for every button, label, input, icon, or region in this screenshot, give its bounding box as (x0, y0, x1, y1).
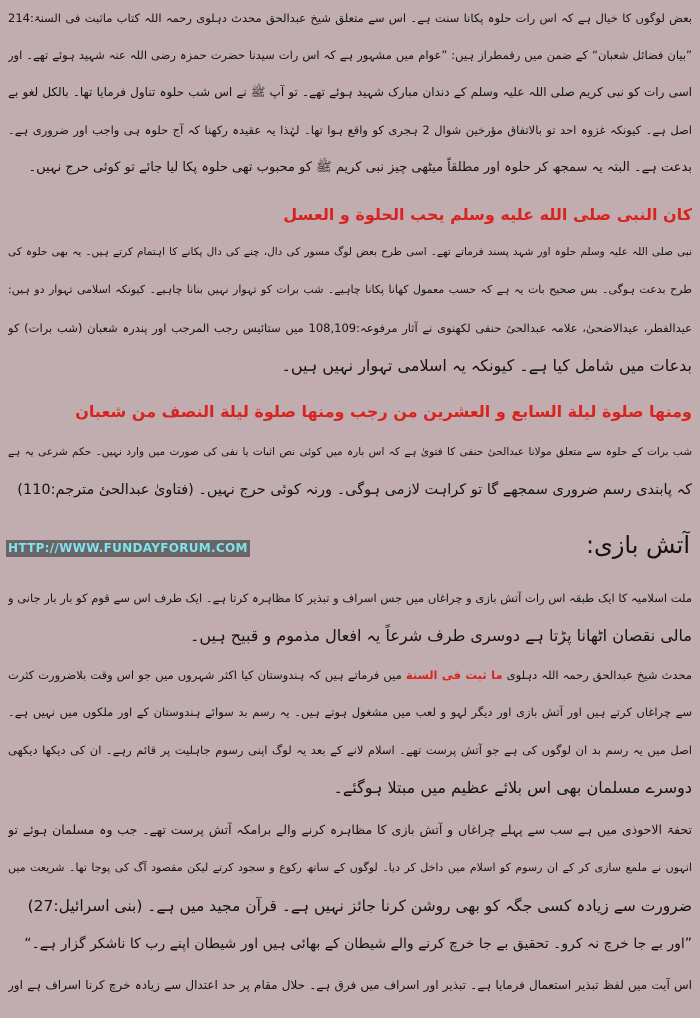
arabic-heading: كان النبى صلى الله عليه وسلم يحب الحلوة و العسل (283, 205, 692, 224)
arabic-heading: ومنها صلوة ليلة السابع و العشرين من رجب ومنها صلوة ليلة النصف من شعبان (75, 402, 692, 421)
text: میں فرماتے ہیں کہ ہندوستان کیا اکثر شہروں میں جو اس وقت بلاضرورت کثرت (8, 668, 406, 682)
book-title-highlight: ما ثبت فى السنة (405, 668, 503, 682)
paragraph-line: اصل میں یہ رسم بد ان لوگوں کی ہے جو آتش پرست تھے۔ اسلام لانے کے بعد یہ لوگ اپنی رسوم جاہلیت پر قائم رہے۔ ان کی دیکھا دیکھی (8, 743, 692, 757)
paragraph-line: ”بیان فضائل شعبان“ کے ضمن میں رقمطراز ہیں: ”عوام میں مشہور ہے کہ اس رات سیدنا حضرت حمزہ رضی اللہ عنہ شہید ہوئے تھے۔ اور (8, 48, 692, 62)
paragraph-line: اسی رات کو نبی کریم صلی اللہ علیہ وسلم کے دندان مبارک شہید ہوئے تھے۔ تو آپ ﷺ نے اس شب حلوہ تناول فرمایا تھا۔ بالکل لغو بے (8, 85, 692, 99)
text: محدث شیخ عبدالحق رحمہ اللہ دہلوی (502, 668, 692, 682)
paragraph-line: بدعات میں شامل کیا ہے۔ کیونکہ یہ اسلامی تہوار نہیں ہیں۔ (281, 356, 692, 375)
paragraph-line: مالی نقصان اٹھانا پڑتا ہے دوسری طرف شرعاً یہ افعال مذموم و قبیح ہیں۔ (189, 626, 692, 645)
text: اس آیت میں لفظ (598, 978, 692, 992)
paragraph-line: تحفۃ الاحوذی میں ہے سب سے پہلے چراغاں و آتش بازی کا مظاہرہ کرنے والے برامکہ آتش پرست تھے۔ جب وہ مسلمان ہوئے تو (8, 822, 692, 837)
paragraph-line: کہ پابندی رسم ضروری سمجھے گا تو کراہت لازمی ہوگی۔ ورنہ کوئی حرج نہیں۔ (فتاویٰ عبدالحیٔ مترجم:110) (17, 482, 692, 498)
paragraph-line: انہوں نے ملمع سازی کر کے ان رسوم کو اسلام میں داخل کر دیا۔ لوگوں کے ساتھ رکوع و سجود کرتے لیکن مقصود آگ کی پوجا تھا۔ شریعت میں (8, 861, 692, 874)
text: استعمال فرمایا ہے۔ تبذیر اور اسراف میں فرق ہے۔ حلال مقام پر حد اعتدال سے زیادہ خرچ کرنا اسراف ہے اور (8, 978, 576, 992)
paragraph-line: دوسرے مسلمان بھی اس بلائے عظیم میں مبتلا ہوگئے۔ (333, 778, 692, 797)
paragraph-line: ملت اسلامیہ کا ایک طبقہ اس رات آتش بازی و چراغاں میں جس اسراف و تبذیر کا مظاہرہ کرتا ہے۔ ایک طرف اس سے قوم کو بار بار جانی و (8, 591, 692, 605)
paragraph-line (8, 969, 692, 1001)
paragraph-line: اصل ہے۔ کیونکہ غزوہ احد تو بالاتفاق مؤرخین شوال 2 ہجری کو واقع ہوا تھا۔ لہٰذا یہ عقیدہ رکھنا کہ آج حلوہ ہی واجب اور ضروری ہے۔ (8, 123, 692, 137)
paragraph-line: شب برات کے حلوہ سے متعلق مولانا عبدالحیٔ حنفی کا فتویٰ ہے کہ اس بارہ میں کوئی نص اثبات یا نفی کی صورت میں وارد نہیں۔ حکم شرعی یہ ہے (8, 446, 692, 458)
paragraph-line: طرح بدعت ہوگی۔ بس صحیح بات یہ ہے کہ حسب معمول کھانا پکانا چاہیے۔ شب برات کو تہوار نہیں بنانا چاہیے۔ کیونکہ اسلامی تہوار دو ہیں: (8, 283, 692, 296)
paragraph-line: عیدالفطر، عیدالاضحیٰ، علامہ عبدالحیٔ حنفی لکھنوی نے آثار مرفوعہ:108,109 میں ستائیس رجب المرجب اور پندرہ شعبان (شب برات) کو (8, 321, 692, 335)
paragraph-line (8, 659, 692, 691)
paragraph-line: نبی صلی اللہ علیہ وسلم حلوہ اور شہد پسند فرماتے تھے۔ اسی طرح بعض لوگ مسور کی دال، چنے کی دال پکانے کا اہتمام کرتے ہیں۔ یہ بھی حلوہ کی (8, 246, 692, 258)
quran-quote-line: ”اور بے جا خرچ نہ کرو۔ تحقیق بے جا خرچ کرنے والے شیطان کے بھائی ہیں اور شیطان اپنے رب کا ناشکر گزار ہے۔“ (24, 936, 692, 952)
watermark-url: HTTP://WWW.FUNDAYFORUM.COM (6, 540, 250, 557)
term-tabzeer: تبذیر (575, 978, 599, 992)
paragraph-line: بعض لوگوں کا خیال ہے کہ اس رات حلوہ پکانا سنت ہے۔ اس سے متعلق شیخ عبدالحق محدث دہلوی رحمہ اللہ کتاب ماثبت فی السنۃ:214 (8, 11, 692, 25)
paragraph-line: ضرورت سے زیادہ کسی جگہ کو بھی روشن کرنا جائز نہیں ہے۔ قرآن مجید میں ہے۔ (بنی اسرائیل:27) (27, 897, 692, 915)
section-heading: آتش بازی: (585, 531, 690, 559)
paragraph-line: سے چراغاں کرتے ہیں اور آتش بازی اور دیگر لہو و لعب میں مشغول ہوتے ہیں۔ یہ رسم بد سوائے ہندوستان کے اور ملکوں میں نہیں ہے۔ (8, 705, 692, 719)
paragraph-line: بدعت ہے۔ البتہ یہ سمجھ کر حلوہ اور مطلقاً میٹھی چیز نبی کریم ﷺ کو محبوب تھی حلوہ پکا لیا جائے تو کوئی حرج نہیں۔ (28, 160, 692, 175)
